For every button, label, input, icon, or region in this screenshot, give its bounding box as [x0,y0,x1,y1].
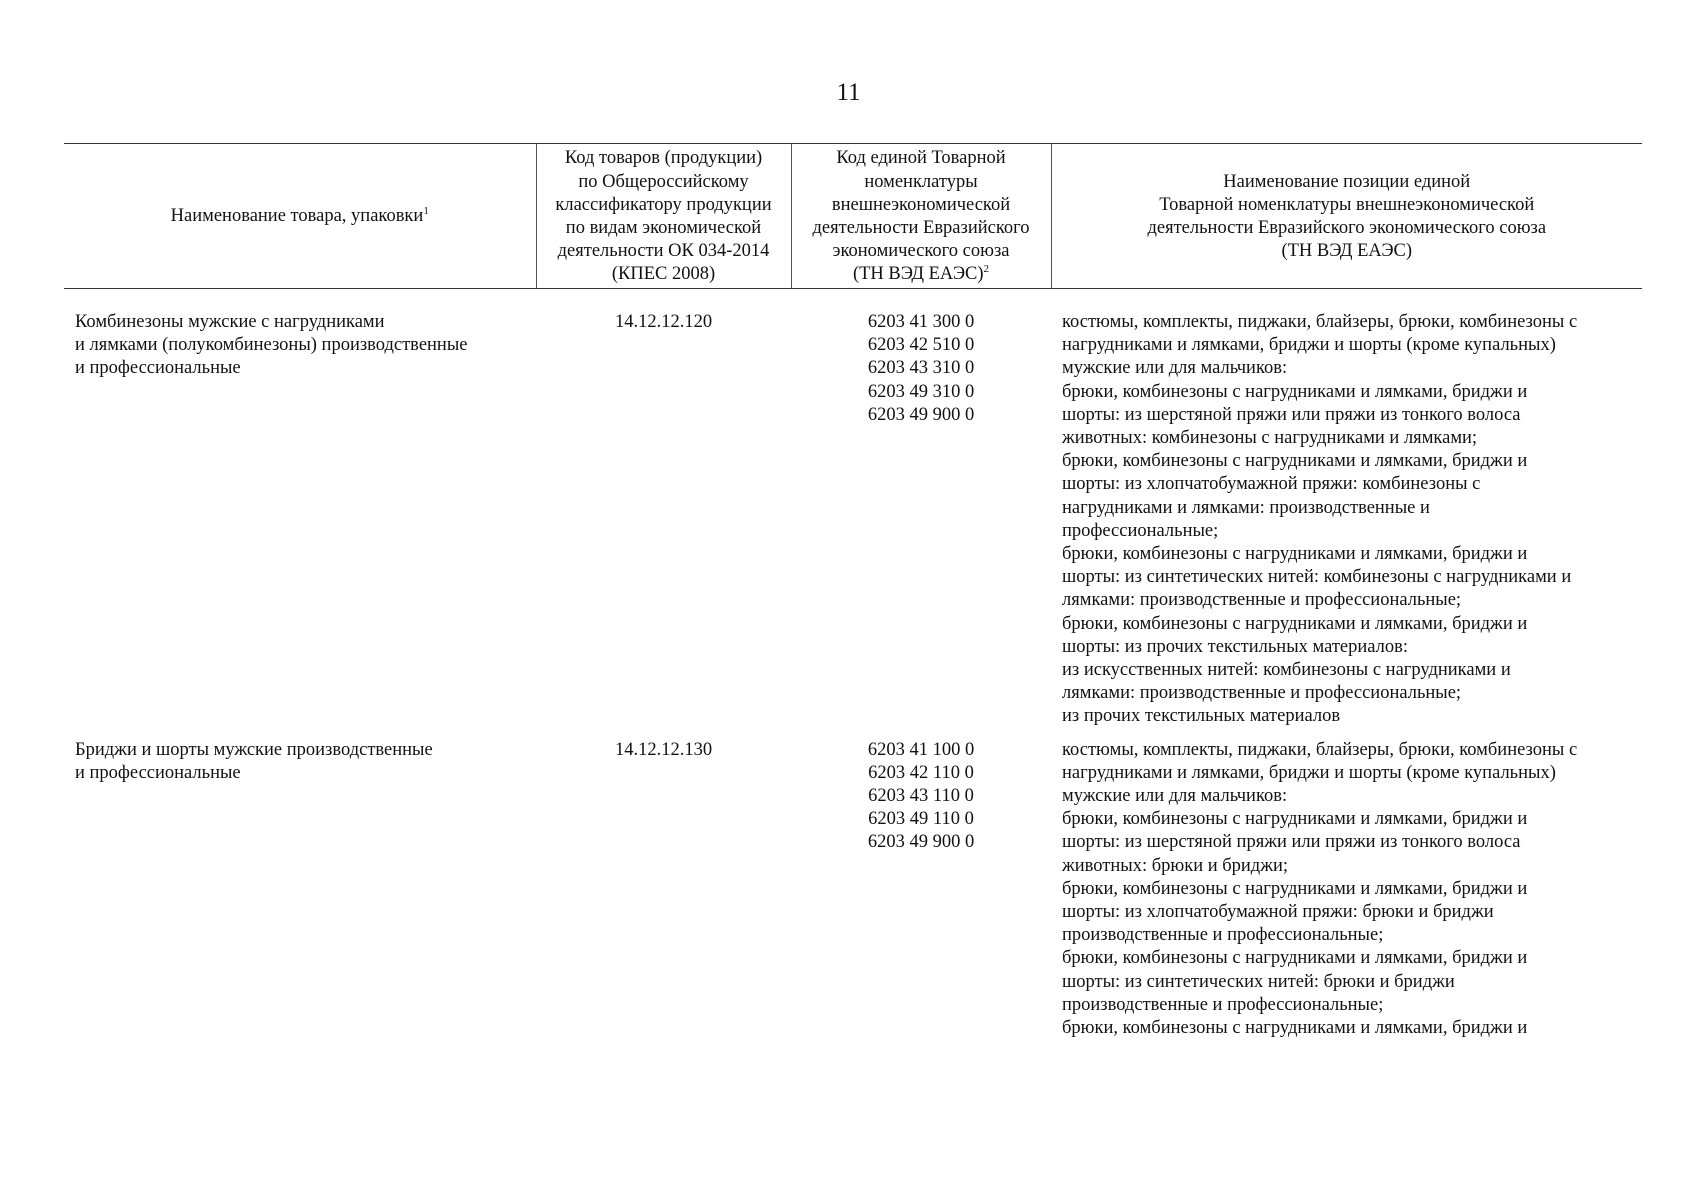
text-line: костюмы, комплекты, пиджаки, блайзеры, брюки, комбинезоны с [1062,739,1578,760]
header-row [64,144,1642,289]
text-line: лямками: производственные и профессиональные; [1062,590,1462,611]
text-line: 6203 42 510 0 [867,335,975,356]
table-row [64,311,1642,729]
text-line: и лямками (полукомбинезоны) производственные [75,335,468,356]
text-line: внешнеэкономической [831,194,1011,215]
text-line: Товарной номенклатуры внешнеэкономической [1159,194,1535,215]
text-line: по видам экономической [565,218,762,238]
footnote-marker-2: 2 [983,263,990,276]
text-line: шорты: из шерстяной пряжи или пряжи из тонкого волоса [1062,832,1521,853]
text-line: мужские или для мальчиков: [1062,786,1288,807]
text-line: брюки, комбинезоны с нагрудниками и лямками, бриджи и [1062,613,1528,634]
text-line: животных: брюки и бриджи; [1062,855,1289,876]
position-description-cell [1051,311,1642,729]
text-line: нагрудниками и лямками: производственные и [1062,497,1430,518]
text-line: и профессиональные [75,762,241,783]
text-line: и профессиональные [75,358,241,379]
position-description-cell [1051,739,1642,1041]
text-line: Наименование позиции единой [1223,171,1471,192]
text-line: профессиональные; [1062,520,1219,541]
text-line: брюки, комбинезоны с нагрудниками и лямками, бриджи и [1062,381,1528,402]
text-line: Код единой Товарной [836,148,1006,169]
text-line: деятельности ОК 034-2014 [557,241,770,262]
text-line: 6203 41 100 0 [867,739,975,760]
text-line: 6203 42 110 0 [868,762,974,783]
text-line: производственные и профессиональные; [1062,994,1384,1015]
text-line: брюки, комбинезоны с нагрудниками и лямками, бриджи и [1062,809,1528,830]
text-line: шорты: из хлопчатобумажной пряжи: комбинезоны с [1062,474,1481,495]
text-line: 6203 49 310 0 [867,381,975,402]
text-line: мужские или для мальчиков: [1062,358,1288,379]
okpd-code-cell: 14.12.12.120 [614,312,713,332]
text-line: костюмы, комплекты, пиджаки, блайзеры, брюки, комбинезоны с [1062,312,1578,332]
text-line: шорты: из прочих текстильных материалов: [1062,636,1408,657]
goods-name-cell [64,739,536,1041]
text-line: шорты: из синтетических нитей: брюки и бриджи [1062,971,1455,992]
okpd-code-cell: 14.12.12.130 [614,739,713,760]
page-number: 11 [836,79,861,106]
header-goods-name: Наименование товара, упаковки$^1$ [64,144,536,289]
text-line: производственные и профессиональные; [1062,925,1384,946]
tnved-codes-cell [791,311,1051,729]
text-line: номенклатуры [864,171,978,192]
text-line: по Общероссийскому [578,171,749,192]
text-line: классификатору продукции [555,194,772,215]
text-line: шорты: из синтетических нитей: комбинезоны с нагрудниками и [1062,567,1572,588]
text-line: шорты: из хлопчатобумажной пряжи: брюки и бриджи [1062,902,1494,923]
text-line: нагрудниками и лямками, бриджи и шорты (кроме купальных) [1062,762,1556,783]
footnote-marker-1: 1 [423,205,429,218]
text-line: экономического союза [832,241,1010,262]
text-line: брюки, комбинезоны с нагрудниками и лямками, бриджи и [1062,451,1528,472]
header-tnved-code [791,144,1051,289]
goods-name-cell [64,311,536,729]
text-line: брюки, комбинезоны с нагрудниками и лямками, бриджи и [1062,878,1528,899]
text-line: деятельности Евразийского [812,218,1030,238]
text-line: 6203 49 900 0 [867,832,975,853]
table-row [64,739,1642,1041]
text-line: шорты: из шерстяной пряжи или пряжи из тонкого волоса [1062,404,1521,425]
text-line: 6203 49 900 0 [867,404,975,425]
text-line: брюки, комбинезоны с нагрудниками и лямками, бриджи и [1062,1018,1528,1039]
text-line: 6203 49 110 0 [868,809,974,830]
text-line: Комбинезоны мужские с нагрудниками [75,312,385,332]
text-line: (ТН ВЭД ЕАЭС) [1281,241,1413,262]
text-line: животных: комбинезоны с нагрудниками и лямками; [1062,428,1478,449]
goods-table [64,143,1642,1040]
text-line: 6203 43 310 0 [867,358,975,379]
text-line: Код товаров (продукции) [564,148,763,169]
text-line: 6203 41 300 0 [867,312,975,332]
text-line: Бриджи и шорты мужские производственные [75,739,433,760]
text-line: лямками: производственные и профессиональные; [1062,683,1462,704]
text-line: (КПЕС 2008) [611,264,716,285]
text-line: нагрудниками и лямками, бриджи и шорты (кроме купальных) [1062,335,1556,356]
tnved-codes-cell [791,739,1051,1041]
header-tnved-position [1051,144,1642,289]
text-line: брюки, комбинезоны с нагрудниками и лямками, бриджи и [1062,948,1528,969]
text-line: из искусственных нитей: комбинезоны с нагрудниками и [1062,660,1511,681]
text-line: 6203 43 110 0 [868,786,974,807]
text-line: брюки, комбинезоны с нагрудниками и лямками, бриджи и [1062,544,1528,565]
header-okpd-code [536,144,791,289]
text-line: (ТН ВЭД ЕАЭС)$^2$ [852,263,990,285]
text-line: деятельности Евразийского экономического союза [1147,218,1547,238]
text-line: из прочих текстильных материалов [1062,706,1341,727]
